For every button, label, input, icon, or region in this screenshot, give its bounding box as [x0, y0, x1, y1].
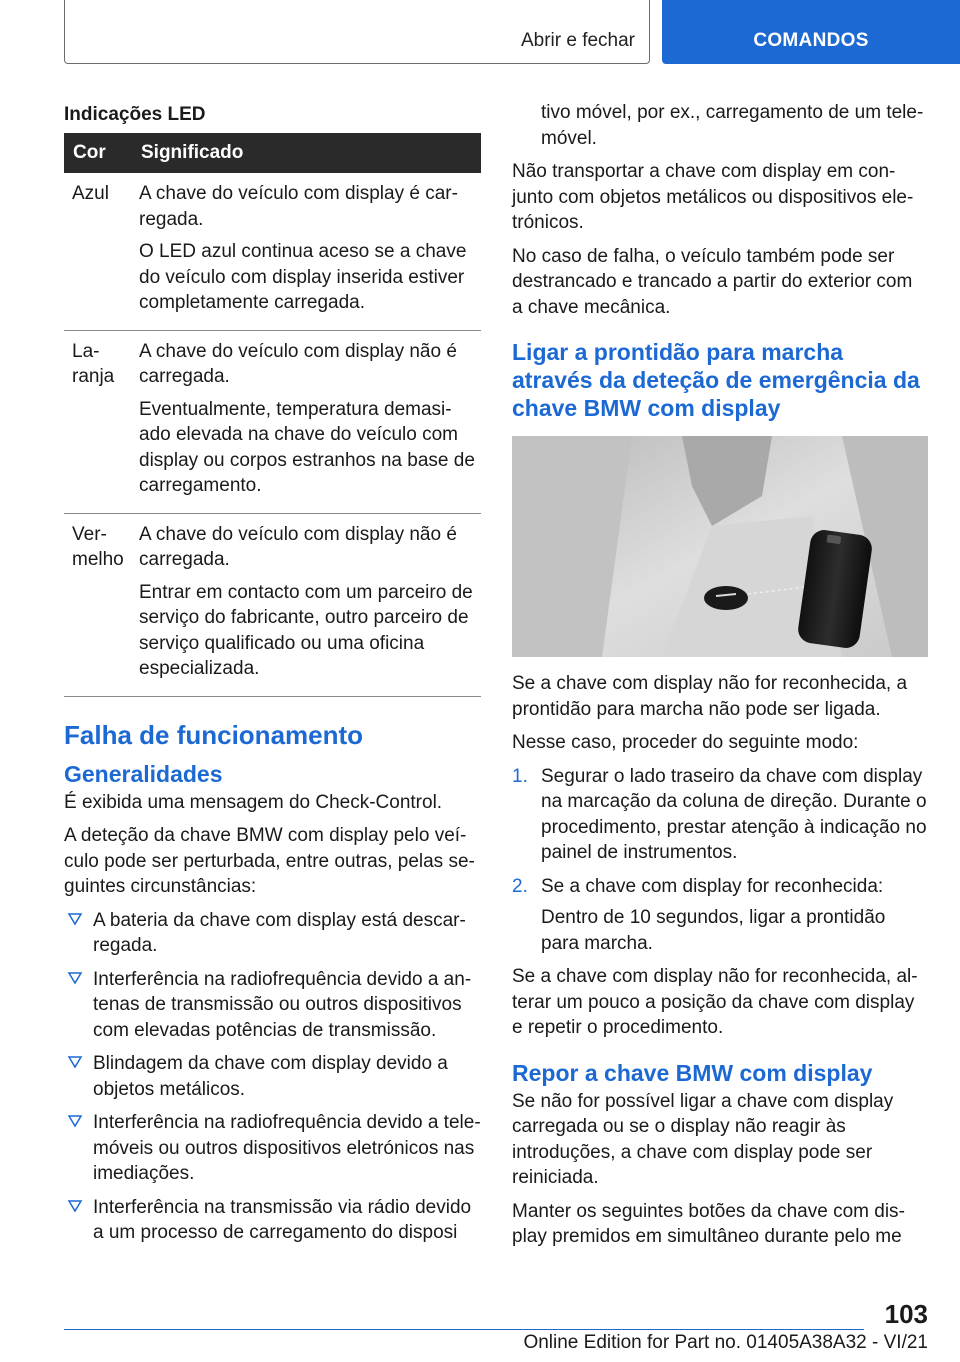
led-meaning-cell: A chave do veículo com display não é carregada. Entrar em contacto com um parceiro de serviço do fabricante, outro parceiro de serviço qualificado ou uma oficina especializada. — [139, 523, 473, 679]
table-row — [64, 173, 481, 331]
left-column — [64, 100, 481, 1254]
led-meaning-cell: A chave do veículo com display não é carregada. Eventualmente, temperatura demasiado elevada na chave do veículo com display ou corpos estranhos na base de carregamento. — [139, 340, 475, 496]
header-section-box — [64, 0, 650, 64]
list-item: 2. Se a chave com display for reconhecida: Dentro de 10 segundos, ligar a prontidão para marcha. — [512, 875, 886, 954]
paragraph: No caso de falha, o veículo também pode ser destrancado e trancado a partir do exterior com a chave mecânica. — [512, 245, 913, 318]
triangle-bullet-icon — [67, 1054, 83, 1070]
triangle-bullet-icon — [67, 1198, 83, 1214]
paragraph: Nesse caso, proceder do seguinte modo: — [512, 732, 859, 753]
paragraph: É exibida uma mensagem do Check-Control. — [64, 791, 443, 813]
led-color-cell: Azul — [72, 183, 109, 204]
photo-illustration — [512, 436, 928, 657]
table-row — [64, 331, 481, 514]
paragraph: Se a chave com display não for reconhecida, alterar um pouco a posição da chave com display e repetir o procedimento. — [512, 966, 918, 1038]
procedure-steps — [512, 764, 928, 957]
paragraph: Manter os seguintes botões da chave com display premidos em simultâneo durante pelo me — [512, 1200, 905, 1247]
led-color-cell: La- ranja — [72, 340, 115, 387]
list-item: Interferência na radiofrequência devido a antenas de transmissão ou outros dispositivos com elevadas potências de transmissão. — [64, 967, 481, 1044]
triangle-bullet-icon — [67, 970, 83, 986]
triangle-bullet-icon — [67, 1113, 83, 1129]
subheading-general: Generalidades — [64, 760, 223, 787]
section-heading-ready: Ligar a prontidão para marcha através da deteção de emergência da chave BMW com display — [512, 339, 920, 421]
paragraph: Se a chave com display não for reconhecida, a prontidão para marcha não pode ser ligada. — [512, 673, 908, 720]
paragraph: A deteção da chave BMW com display pelo veículo pode ser perturbada, entre outras, pelas seguintes circunstâncias: — [64, 825, 475, 897]
section-heading-reset: Repor a chave BMW com display — [512, 1059, 873, 1086]
paragraph: Não transportar a chave com display em conjunto com objetos metálicos ou dispositivos eletrónicos. — [512, 161, 914, 233]
table-row — [64, 514, 481, 697]
col-header-color: Cor — [73, 142, 106, 163]
step-number: 2. — [512, 875, 528, 897]
header-chapter-tab[interactable] — [662, 0, 960, 64]
list-item: Interferência na radiofrequência devido a telemóveis ou outros dispositivos eletrónicos nas imediações. — [64, 1110, 481, 1187]
section-heading-malfunction: Falha de funcionamento — [64, 719, 364, 750]
steering-column-key-photo — [512, 436, 928, 657]
led-meaning-cell: A chave do veículo com display é carregada. O LED azul continua aceso se a chave do veículo com display inserida estiver completamente carregada. — [139, 183, 467, 313]
list-item: 1. Segurar o lado traseiro da chave com display na marcação da coluna de direção. Durante o procedimento, prestar atenção à indicação no painel de instrumentos. — [512, 765, 927, 863]
list-item: Interferência na transmissão via rádio devido a um processo de carregamento do disposi — [64, 1195, 481, 1246]
paragraph: Se não for possível ligar a chave com display carregada ou se o display não reagir às introduções, a chave com display pode ser reiniciada. — [512, 1090, 894, 1188]
header-section-label: Abrir e fechar — [520, 30, 635, 51]
bullet-continuation: tivo móvel, por ex., carregamento de um telemóvel. — [541, 102, 924, 149]
header-chapter-label: COMANDOS — [753, 30, 869, 51]
footer-divider — [64, 1329, 864, 1330]
step-number: 1. — [512, 765, 528, 787]
triangle-bullet-icon — [67, 911, 83, 927]
circumstances-list — [64, 908, 481, 1246]
list-item: Blindagem da chave com display devido a objetos metálicos. — [64, 1051, 481, 1102]
led-table-header — [64, 133, 481, 173]
right-column — [512, 100, 928, 1258]
led-table — [64, 133, 481, 697]
led-table-caption: Indicações LED — [64, 104, 206, 125]
led-color-cell: Ver- melho — [72, 523, 124, 570]
footer-edition: Online Edition for Part no. 01405A38A32 - VI/21 — [523, 1332, 928, 1353]
list-item: A bateria da chave com display está descarregada. — [64, 908, 481, 959]
col-header-meaning: Significado — [141, 142, 244, 163]
page-number: 103 — [884, 1299, 928, 1329]
